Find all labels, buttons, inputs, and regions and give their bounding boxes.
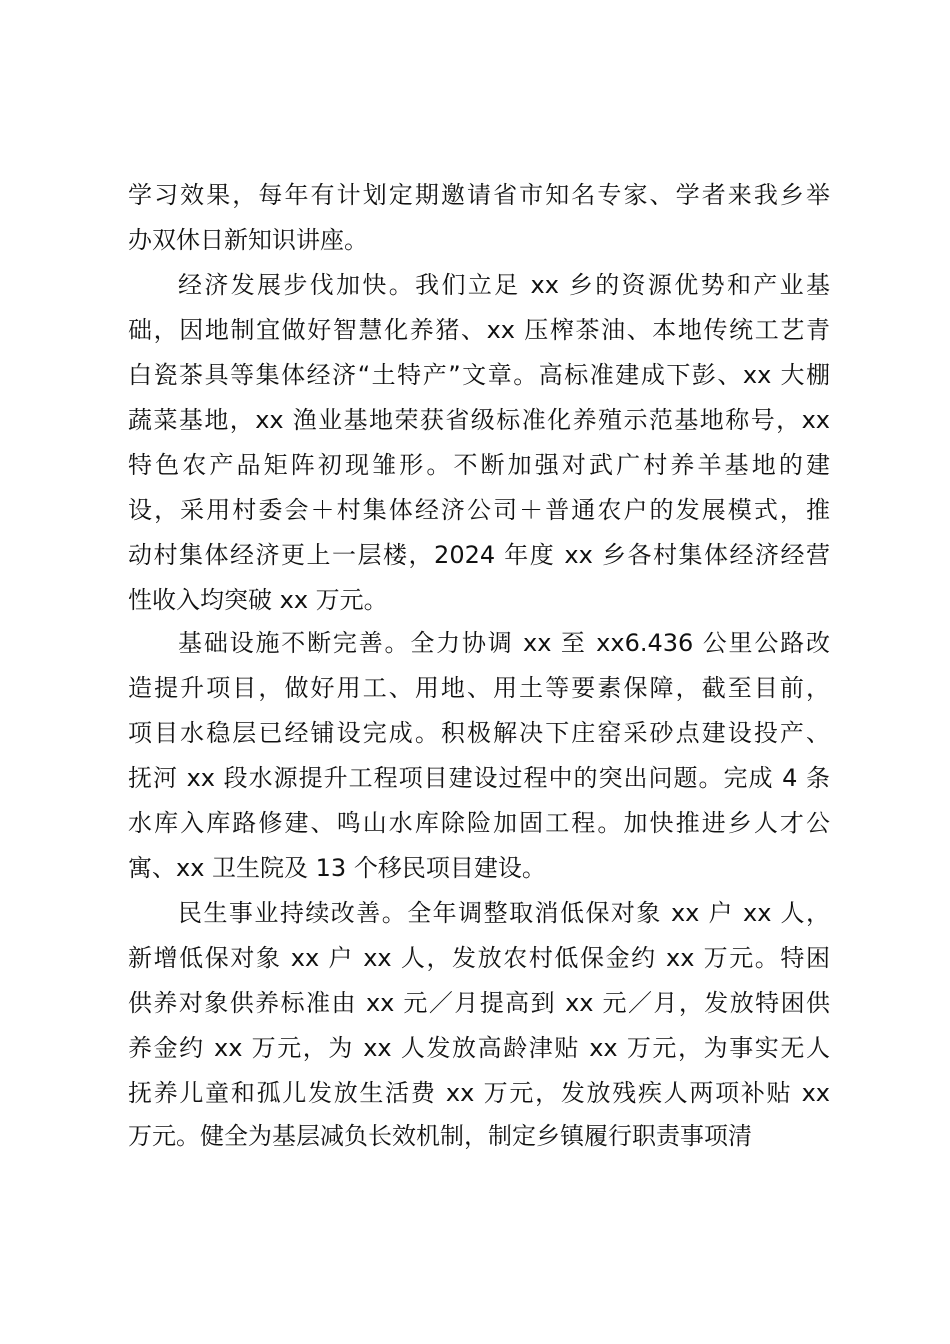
- text-line: 白瓷茶具等集体经济“土特产”文章。高标准建成下彭、xx 大棚: [128, 361, 830, 389]
- text-line: 办双休日新知识讲座。: [128, 226, 368, 254]
- text-line: 经济发展步伐加快。我们立足 xx 乡的资源优势和产业基: [178, 271, 830, 299]
- text-line: 寓、xx 卫生院及 13 个移民项目建设。: [128, 854, 546, 882]
- text-line: 项目水稳层已经铺设完成。积极解决下庄窑采砂点建设投产、: [128, 719, 830, 747]
- text-line: 民生事业持续改善。全年调整取消低保对象 xx 户 xx 人，: [178, 899, 830, 927]
- text-line: 新增低保对象 xx 户 xx 人，发放农村低保金约 xx 万元。特困: [128, 944, 830, 972]
- text-line: 养金约 xx 万元，为 xx 人发放高龄津贴 xx 万元，为事实无人: [128, 1034, 830, 1062]
- text-line: 抚河 xx 段水源提升工程项目建设过程中的突出问题。完成 4 条: [128, 764, 830, 792]
- text-line: 抚养儿童和孤儿发放生活费 xx 万元，发放残疾人两项补贴 xx: [128, 1079, 830, 1107]
- text-line: 基础设施不断完善。全力协调 xx 至 xx6.436 公里公路改: [178, 629, 830, 657]
- text-line: 动村集体经济更上一层楼，2024 年度 xx 乡各村集体经济经营: [128, 541, 830, 569]
- text-line: 万元。健全为基层减负长效机制，制定乡镇履行职责事项清: [128, 1122, 752, 1150]
- text-line: 性收入均突破 xx 万元。: [128, 586, 388, 614]
- text-line: 设，采用村委会＋村集体经济公司＋普通农户的发展模式，推: [128, 496, 830, 524]
- text-line: 特色农产品矩阵初现雏形。不断加强对武广村养羊基地的建: [128, 451, 830, 479]
- text-line: 学习效果，每年有计划定期邀请省市知名专家、学者来我乡举: [128, 181, 830, 209]
- text-line: 蔬菜基地，xx 渔业基地荣获省级标准化养殖示范基地称号，xx: [128, 406, 830, 434]
- text-line: 供养对象供养标准由 xx 元／月提高到 xx 元／月，发放特困供: [128, 989, 830, 1017]
- text-line: 础，因地制宜做好智慧化养猪、xx 压榨茶油、本地传统工艺青: [128, 316, 830, 344]
- text-line: 水库入库路修建、鸣山水库除险加固工程。加快推进乡人才公: [128, 809, 830, 837]
- text-line: 造提升项目，做好用工、用地、用土等要素保障，截至目前，: [128, 674, 830, 702]
